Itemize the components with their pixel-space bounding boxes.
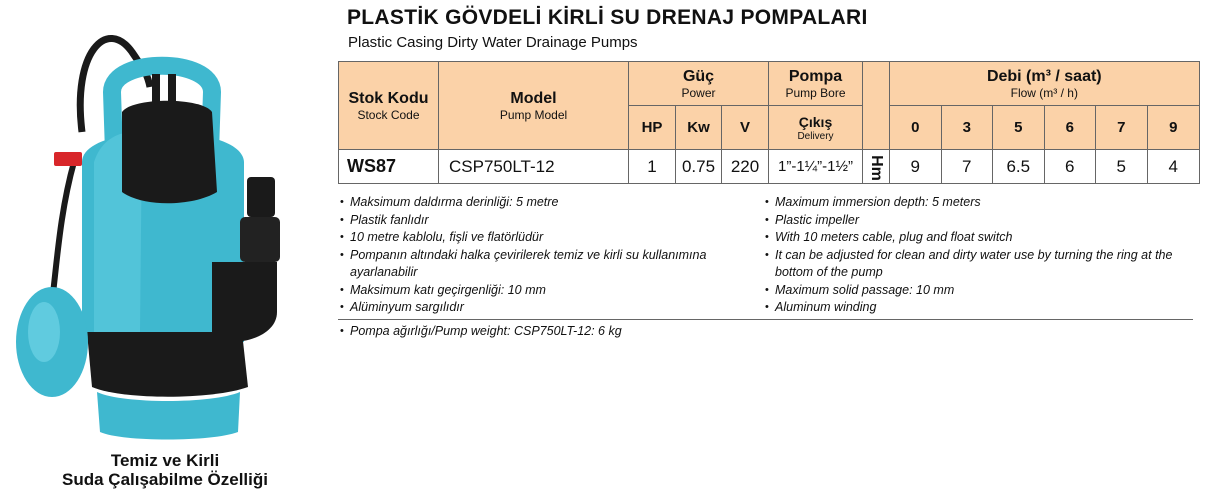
cell-hp: 1 — [629, 150, 676, 184]
header-power: Güç Power — [629, 62, 769, 106]
header-v: V — [722, 106, 769, 150]
cell-model: CSP750LT-12 — [439, 150, 629, 184]
weight-note-list — [340, 323, 622, 341]
divider — [338, 319, 1193, 320]
weight-note: • Pompa ağırlığı/Pump weight: CSP750LT-12: 6 kg — [340, 323, 622, 341]
cell-delivery: 1”-1¼”-1½” — [769, 150, 863, 184]
header-pump-bore: Pompa Pump Bore — [769, 62, 863, 106]
header-flow-7: 7 — [1095, 106, 1147, 150]
header-flow-3: 3 — [941, 106, 992, 150]
header-kw: Kw — [676, 106, 722, 150]
header-flow-9: 9 — [1147, 106, 1199, 150]
image-caption-line-1: Temiz ve Kirli — [110, 451, 220, 470]
list-item: • Plastic impeller — [765, 212, 1190, 230]
list-item: • Alüminyum sargılıdır — [340, 299, 750, 317]
header-flow-5: 5 — [992, 106, 1044, 150]
list-item: • 10 metre kablolu, fişli ve flatörlüdür — [340, 229, 750, 247]
list-item: • Maximum solid passage: 10 mm — [765, 282, 1190, 300]
header-spacer — [863, 62, 890, 150]
list-item: • It can be adjusted for clean and dirty water use by turning the ring at the bottom of the pump — [765, 247, 1190, 282]
cell-head-9: 4 — [1147, 150, 1199, 184]
header-delivery: Çıkış Delivery — [769, 106, 863, 150]
cell-head-7: 5 — [1095, 150, 1147, 184]
header-flow: Debi (m³ / saat) Flow (m³ / h) — [889, 62, 1199, 106]
cell-stock-code: WS87 — [339, 150, 439, 184]
header-stock-code: Stok Kodu Stock Code — [339, 62, 439, 150]
cell-head-3: 7 — [941, 150, 992, 184]
cell-head-0: 9 — [889, 150, 941, 184]
list-item: • Maximum immersion depth: 5 meters — [765, 194, 1190, 212]
product-image-panel — [0, 0, 330, 493]
pump-image — [12, 12, 312, 442]
cell-head-6: 6 — [1044, 150, 1095, 184]
list-item: • Maksimum daldırma derinliği: 5 metre — [340, 194, 750, 212]
cell-hm-label: Hm — [863, 150, 890, 184]
table-row — [339, 150, 1200, 184]
list-item: • Pompanın altındaki halka çevirilerek temiz ve kirli su kullanımına ayarlanabilir — [340, 247, 750, 282]
cell-head-5: 6.5 — [992, 150, 1044, 184]
features-list-en — [765, 194, 1190, 317]
header-flow-0: 0 — [889, 106, 941, 150]
header-model: Model Pump Model — [439, 62, 629, 150]
spec-table — [338, 61, 1200, 184]
image-caption-line-2: Suda Çalışabilme Özelliği — [62, 470, 268, 489]
features-list-tr — [340, 194, 750, 317]
list-item: • Aluminum winding — [765, 299, 1190, 317]
list-item: • With 10 meters cable, plug and float switch — [765, 229, 1190, 247]
page-title: PLASTİK GÖVDELİ KİRLİ SU DRENAJ POMPALARI — [347, 6, 868, 29]
list-item: • Plastik fanlıdır — [340, 212, 750, 230]
list-item: • Maksimum katı geçirgenliği: 10 mm — [340, 282, 750, 300]
header-hp: HP — [629, 106, 676, 150]
page-subtitle: Plastic Casing Dirty Water Drainage Pumps — [348, 34, 638, 51]
header-flow-6: 6 — [1044, 106, 1095, 150]
cell-v: 220 — [722, 150, 769, 184]
cell-kw: 0.75 — [676, 150, 722, 184]
